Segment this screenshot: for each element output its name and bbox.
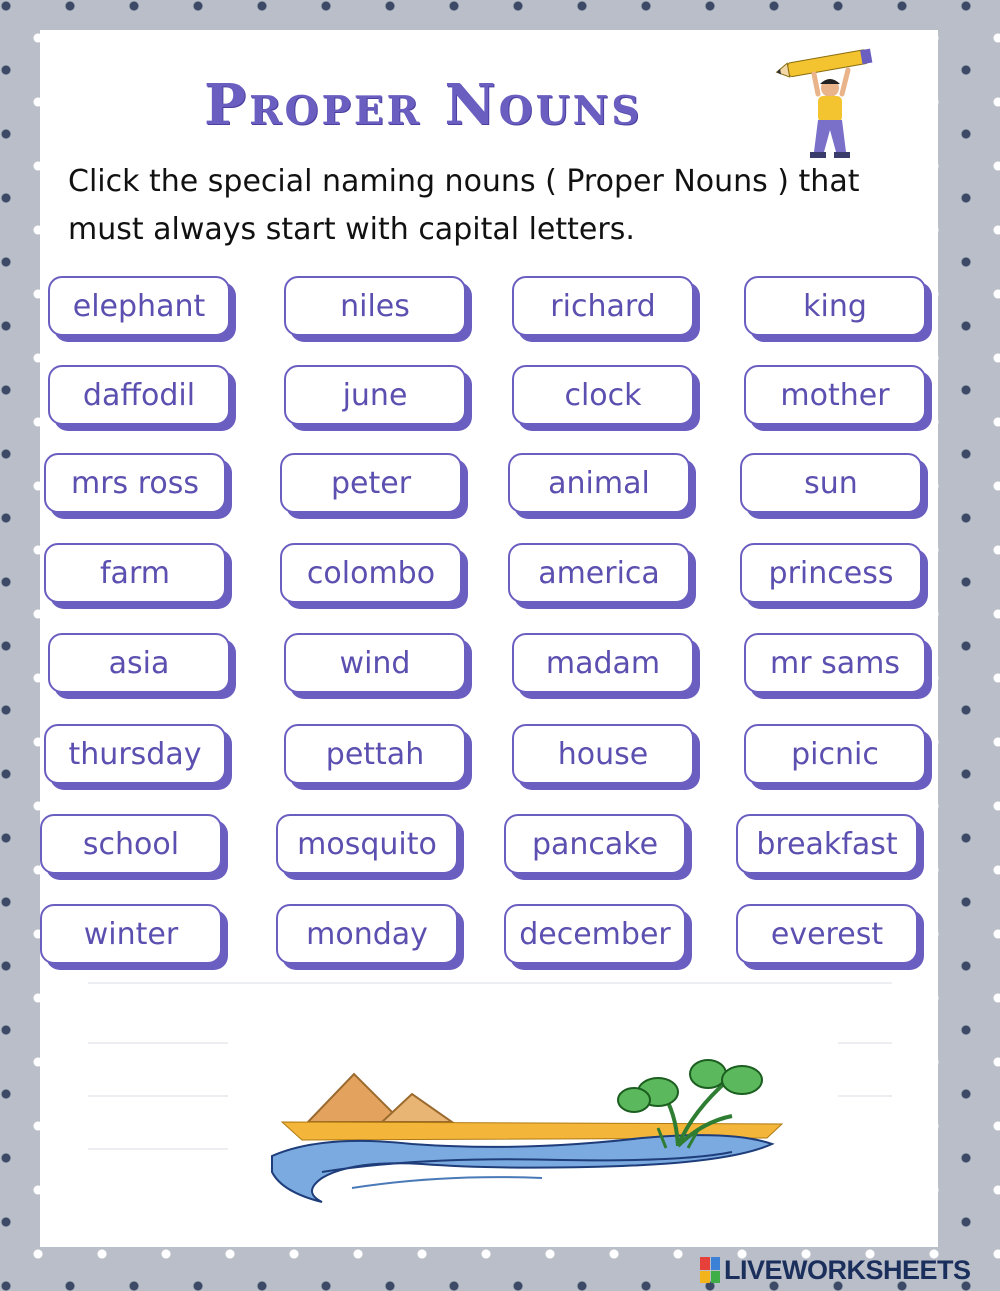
word-button-farm[interactable]: farm [44,543,226,603]
word-button-king[interactable]: king [744,276,926,336]
word-button-animal[interactable]: animal [508,453,690,513]
word-button-daffodil[interactable]: daffodil [48,365,230,425]
page-title: Proper Nouns [204,72,643,138]
word-button-america[interactable]: america [508,543,690,603]
word-button-colombo[interactable]: colombo [280,543,462,603]
word-button-picnic[interactable]: picnic [744,724,926,784]
liveworksheets-logo-text: LIVEWORKSHEETS [724,1254,971,1285]
ruled-line [88,1042,228,1044]
instructions-text: Click the special naming nouns ( Proper Nouns ) that must always start with capital letters. [68,164,860,247]
word-button-winter[interactable]: winter [40,904,222,964]
word-button-school[interactable]: school [40,814,222,874]
word-button-asia[interactable]: asia [48,633,230,693]
word-button-madam[interactable]: madam [512,633,694,693]
ruled-line [88,1095,228,1097]
ruled-line [88,982,892,984]
pencil-figure-illustration [774,44,884,162]
liveworksheets-logo [700,1254,971,1286]
ruled-line [838,1095,892,1097]
ruled-line [88,1148,228,1150]
word-button-wind[interactable]: wind [284,633,466,693]
word-button-elephant[interactable]: elephant [48,276,230,336]
word-button-mother[interactable]: mother [744,365,926,425]
word-button-breakfast[interactable]: breakfast [736,814,918,874]
ruled-line [838,1042,892,1044]
word-button-mr-sams[interactable]: mr sams [744,633,926,693]
word-button-richard[interactable]: richard [512,276,694,336]
word-button-mosquito[interactable]: mosquito [276,814,458,874]
word-button-princess[interactable]: princess [740,543,922,603]
liveworksheets-logo-icon [700,1257,720,1283]
word-button-december[interactable]: december [504,904,686,964]
word-button-june[interactable]: june [284,365,466,425]
word-button-thursday[interactable]: thursday [44,724,226,784]
desert-river-illustration [262,1052,792,1204]
word-button-monday[interactable]: monday [276,904,458,964]
word-button-sun[interactable]: sun [740,453,922,513]
word-button-niles[interactable]: niles [284,276,466,336]
word-button-everest[interactable]: everest [736,904,918,964]
word-button-house[interactable]: house [512,724,694,784]
word-button-pancake[interactable]: pancake [504,814,686,874]
word-button-mrs-ross[interactable]: mrs ross [44,453,226,513]
word-button-pettah[interactable]: pettah [284,724,466,784]
word-button-clock[interactable]: clock [512,365,694,425]
word-button-peter[interactable]: peter [280,453,462,513]
